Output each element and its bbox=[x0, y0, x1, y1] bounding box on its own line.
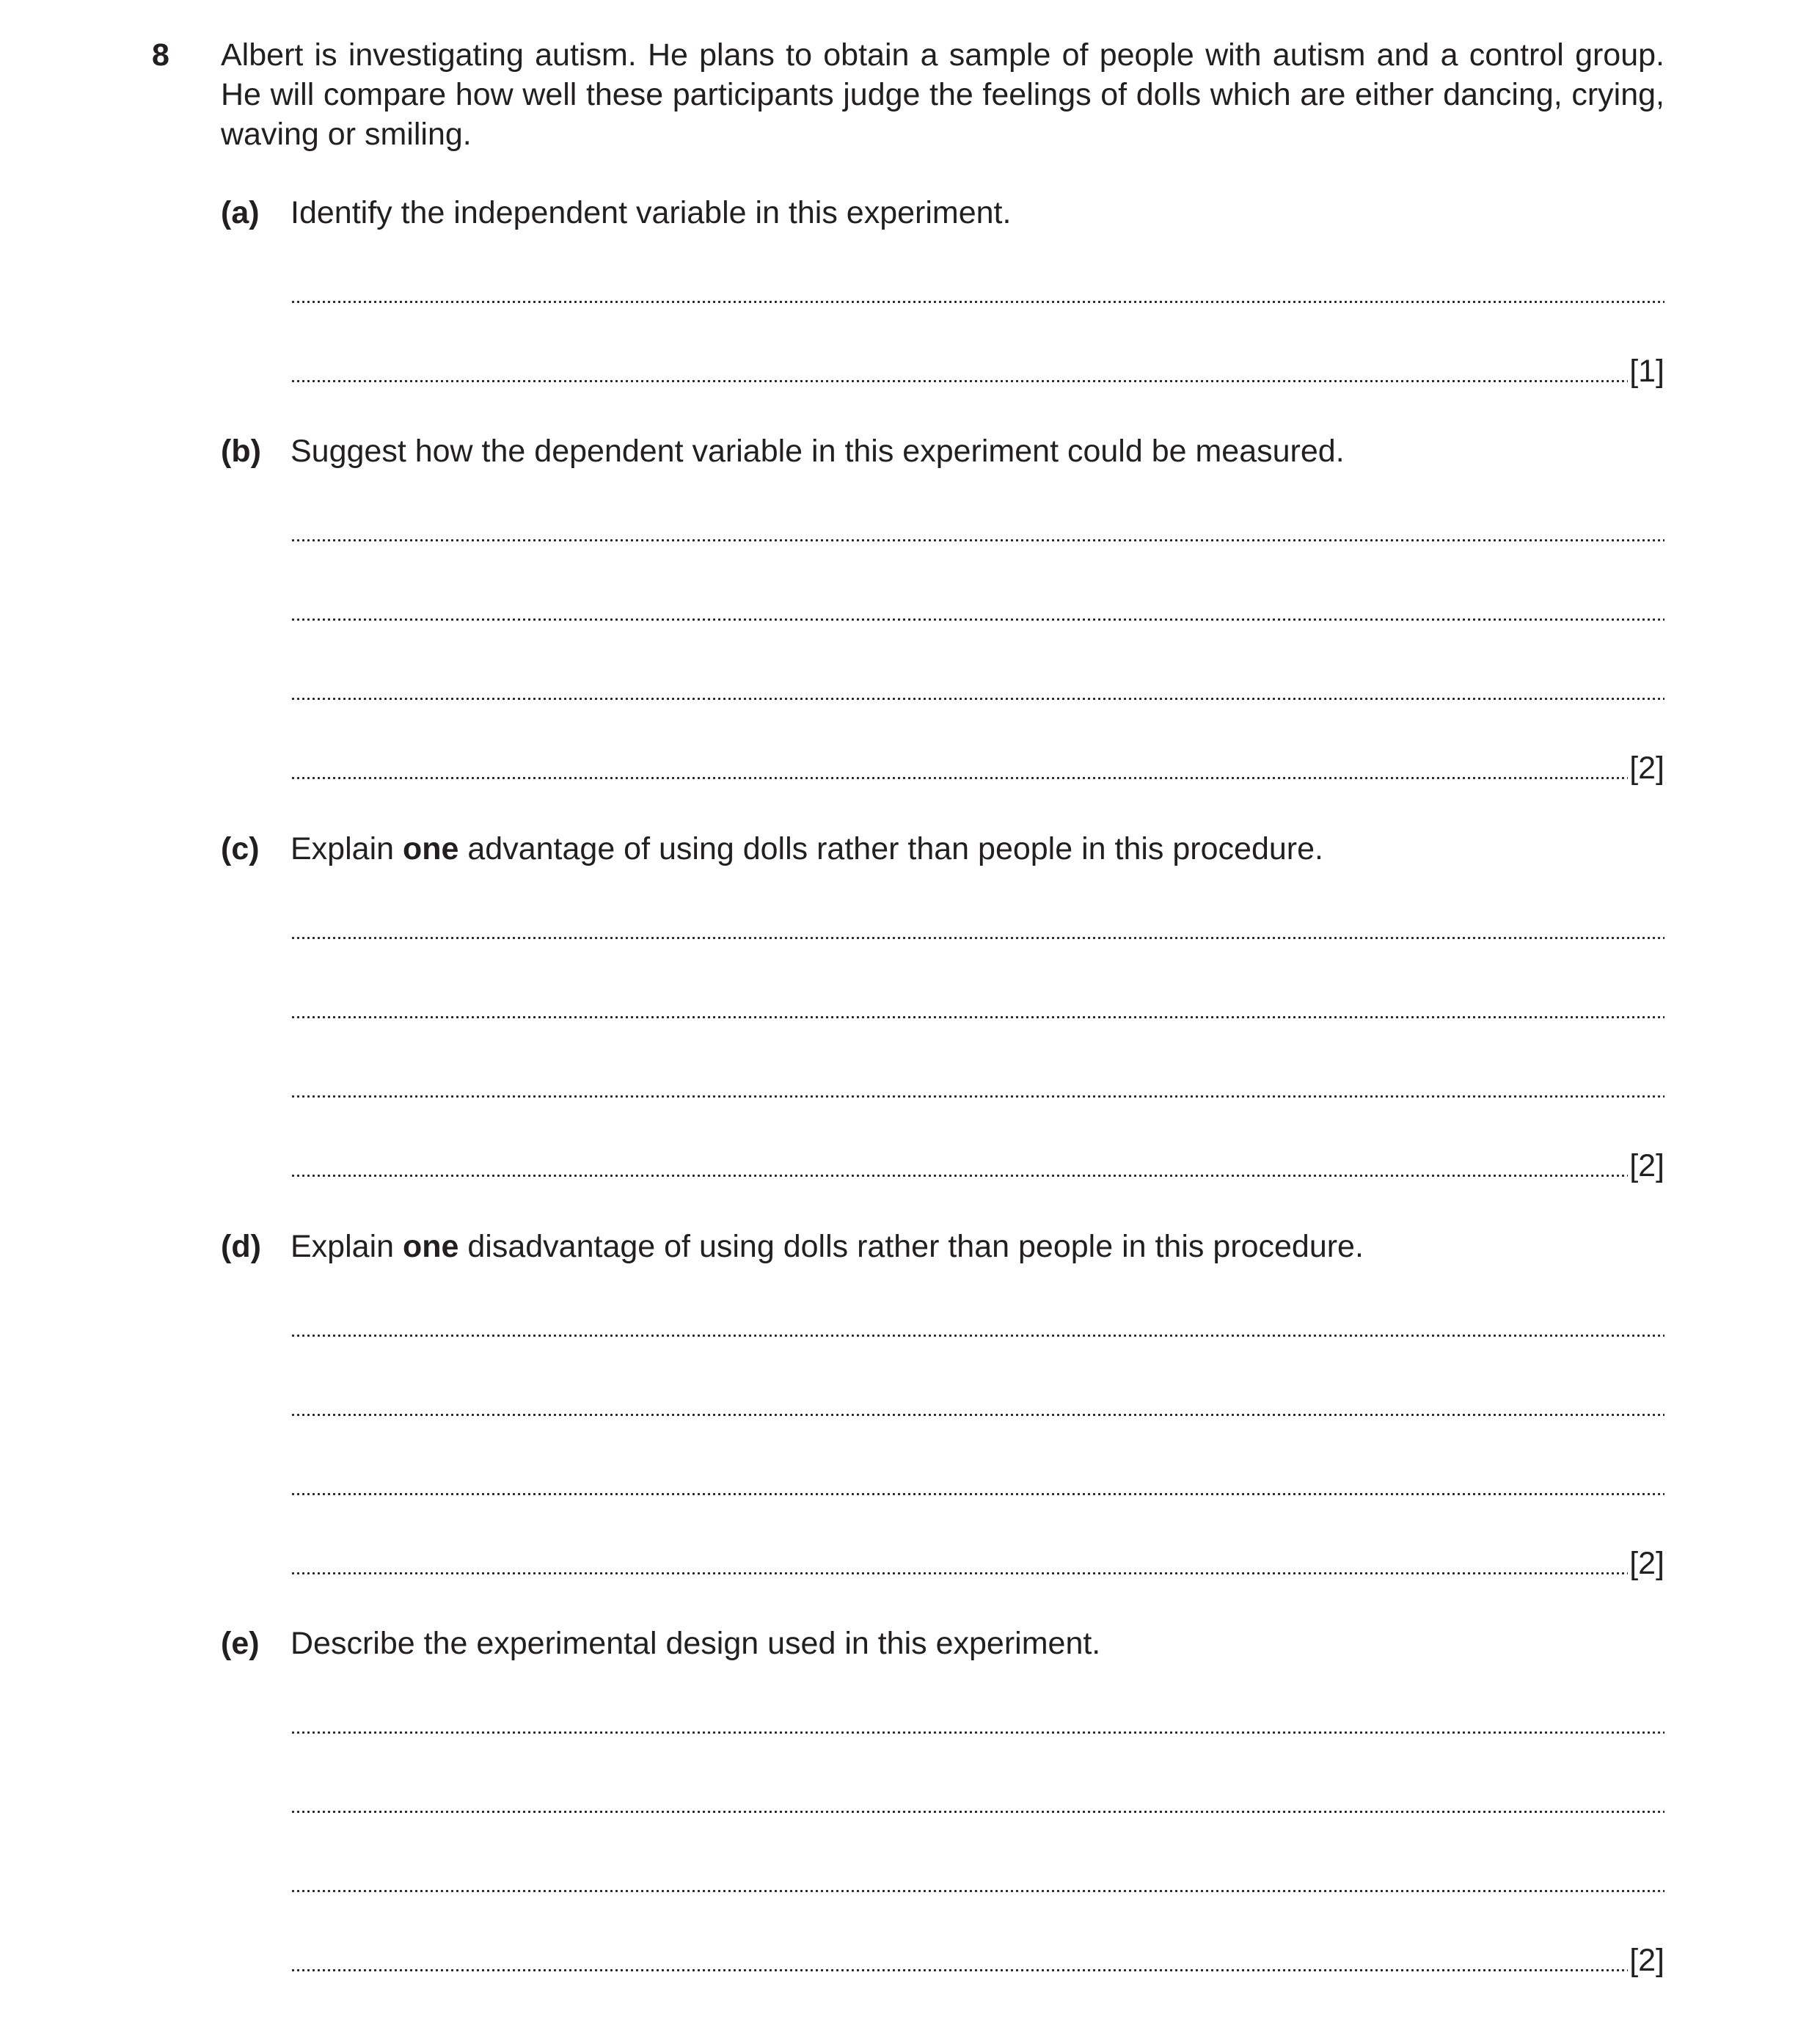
answer-line[interactable] bbox=[290, 1704, 1664, 1741]
answer-line[interactable] bbox=[290, 671, 1664, 707]
answer-line[interactable] bbox=[290, 274, 1664, 310]
answer-line[interactable] bbox=[290, 1387, 1664, 1423]
part-label: (d) bbox=[221, 1229, 261, 1264]
marks-label: [2] bbox=[1629, 1148, 1664, 1183]
answer-line[interactable] bbox=[290, 1784, 1664, 1820]
answer-line[interactable] bbox=[290, 1307, 1664, 1344]
marks-label: [2] bbox=[1629, 751, 1664, 786]
part-label: (e) bbox=[221, 1626, 260, 1661]
part-label: (b) bbox=[221, 434, 261, 469]
question-stem: Albert is investigating autism. He plans to obtain a sample of people with autism and a control group. He will compare how well these participants judge the feelings of dolls which are either dancing, crying, waving or smiling. bbox=[221, 37, 1664, 152]
marks-label: [2] bbox=[1629, 1546, 1664, 1581]
part-prompt: Explain one advantage of using dolls rather than people in this procedure. bbox=[290, 831, 1323, 866]
answer-line[interactable] bbox=[290, 1466, 1664, 1503]
part-prompt: Describe the experimental design used in this experiment. bbox=[290, 1626, 1101, 1661]
part-prompt: Identify the independent variable in this experiment. bbox=[290, 195, 1012, 230]
part-label: (a) bbox=[221, 195, 260, 230]
marks-label: [1] bbox=[1629, 354, 1664, 389]
marks-label: [2] bbox=[1629, 1943, 1664, 1978]
answer-line[interactable] bbox=[290, 1863, 1664, 1899]
answer-line[interactable] bbox=[290, 353, 1664, 390]
answer-line[interactable] bbox=[290, 1545, 1664, 1582]
question-number: 8 bbox=[152, 37, 169, 73]
answer-line[interactable] bbox=[290, 1068, 1664, 1105]
answer-line[interactable] bbox=[290, 1147, 1664, 1184]
part-prompt: Explain one disadvantage of using dolls rather than people in this procedure. bbox=[290, 1229, 1364, 1264]
part-prompt: Suggest how the dependent variable in this experiment could be measured. bbox=[290, 434, 1345, 469]
answer-line[interactable] bbox=[290, 750, 1664, 786]
part-label: (c) bbox=[221, 831, 260, 866]
answer-line[interactable] bbox=[290, 512, 1664, 549]
answer-line[interactable] bbox=[290, 910, 1664, 946]
answer-line[interactable] bbox=[290, 1942, 1664, 1979]
answer-line[interactable] bbox=[290, 989, 1664, 1026]
answer-line[interactable] bbox=[290, 591, 1664, 628]
